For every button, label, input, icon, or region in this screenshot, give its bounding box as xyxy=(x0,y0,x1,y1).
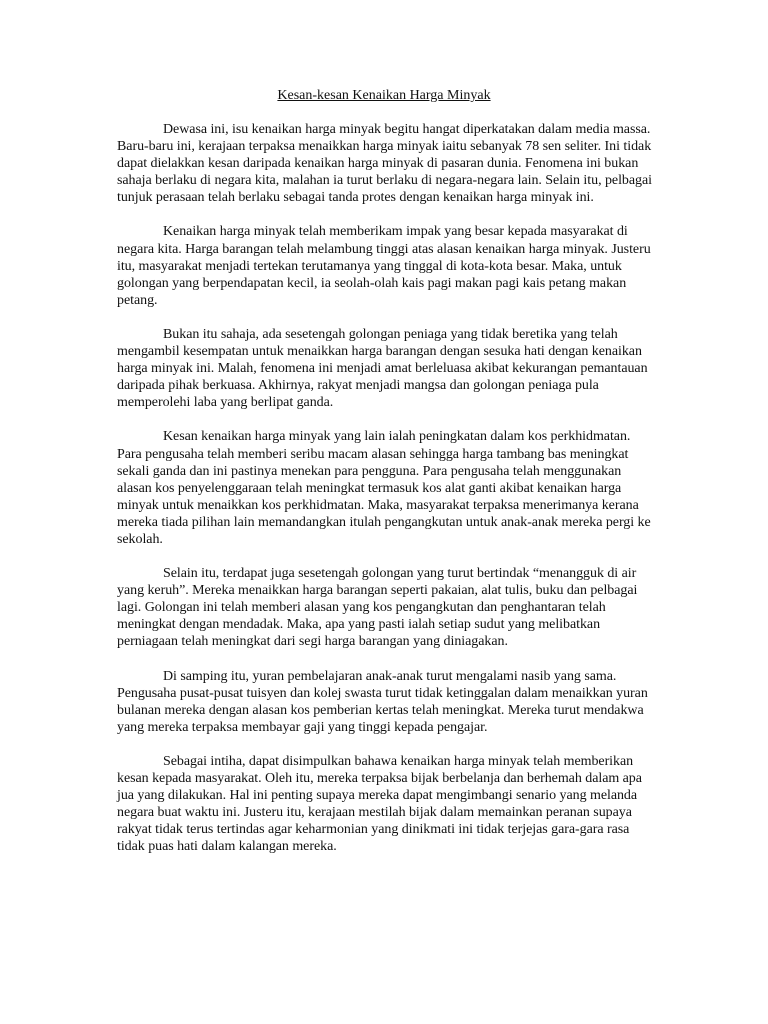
paragraph-education-fees: Di samping itu, yuran pembelajaran anak-anak turut mengalami nasib yang sama. Pengusaha pusat-pusat tuisyen dan kolej swasta turut tidak ketinggalan dalam menaikkan yuran bulanan mereka dengan alasan kos pemberian kertas telah meningkat. Mereka turut mendakwa yang mereka terpaksa membayar gaji yang tinggi kepada pengajar. xyxy=(117,668,648,735)
paragraph-traders: Bukan itu sahaja, ada sesetengah golongan peniaga yang tidak beretika yang telah mengambil kesempatan untuk menaikkan harga barangan dengan sesuka hati dengan kenaikan harga minyak ini. Malah, fenomena ini menjadi amat berleluasa akibat kekurangan pemantauan daripada pihak berkuasa. Akhirnya, rakyat menjadi mangsa dan golongan peniaga pula memperolehi laba yang berlipat ganda. xyxy=(117,326,648,411)
paragraph-services: Kesan kenaikan harga minyak yang lain ialah peningkatan dalam kos perkhidmatan. Para pengusaha telah memberi seribu macam alasan sehingga harga tambang bas meningkat sekali ganda dan ini pastinya menekan para pengguna. Para pengusaha telah menggunakan alasan kos penyelenggaraan telah meningkat termasuk kos alat ganti akibat kenaikan harga minyak untuk menaikkan kos perkhidmatan. Maka, masyarakat terpaksa menerimanya kerana mereka tiada pilihan lain memandangkan itulah pengangkutan untuk anak-anak mereka pergi ke sekolah. xyxy=(117,429,651,547)
paragraph-opportunists: Selain itu, terdapat juga sesetengah golongan yang turut bertindak “menangguk di air yang keruh”. Mereka menaikkan harga barangan seperti pakaian, alat tulis, buku dan pelbagai lagi. Golongan ini telah memberi alasan yang kos pengangkutan dan penghantaran telah meningkat dengan mendadak. Maka, apa yang pasti ialah setiap sudut yang melibatkan perniagaan telah meningkat dari segi harga barangan yang diniagakan. xyxy=(117,566,638,650)
paragraph-impact: Kenaikan harga minyak telah memberikam impak yang besar kepada masyarakat di negara kita. Harga barangan telah melambung tinggi atas alasan kenaikan harga minyak. Justeru itu, masyarakat menjadi tertekan terutamanya yang tinggal di kota-kota besar. Maka, untuk golongan yang berpendapatan kecil, ia seolah-olah kais pagi makan pagi kais petang makan petang. xyxy=(117,224,651,308)
document-body xyxy=(117,121,655,872)
paragraph-intro: Dewasa ini, isu kenaikan harga minyak begitu hangat diperkatakan dalam media massa. Baru-baru ini, kerajaan terpaksa menaikkan harga minyak iaitu sebanyak 78 sen seliter. Ini tidak dapat dielakkan kesan daripada kenaikan harga minyak di pasaran dunia. Fenomena ini bukan sahaja berlaku di negara kita, malahan ia turut berlaku di negara-negara lain. Selain itu, pelbagai tunjuk perasaan telah berlaku sebagai tanda protes dengan kenaikan harga minyak ini. xyxy=(117,122,652,206)
document-title: Kesan-kesan Kenaikan Harga Minyak xyxy=(277,88,491,103)
paragraph-conclusion: Sebagai intiha, dapat disimpulkan bahawa kenaikan harga minyak telah memberikan kesan kepada masyarakat. Oleh itu, mereka terpaksa bijak berbelanja dan berhemah dalam apa jua yang dilakukan. Hal ini penting supaya mereka dapat mengimbangi senario yang melanda negara buat waktu ini. Justeru itu, kerajaan mestilah bijak dalam memainkan peranan supaya rakyat tidak terus tertindas agar keharmonian yang dinikmati ini tidak terjejas gara-gara rasa tidak puas hati dalam kalangan mereka. xyxy=(117,753,642,855)
